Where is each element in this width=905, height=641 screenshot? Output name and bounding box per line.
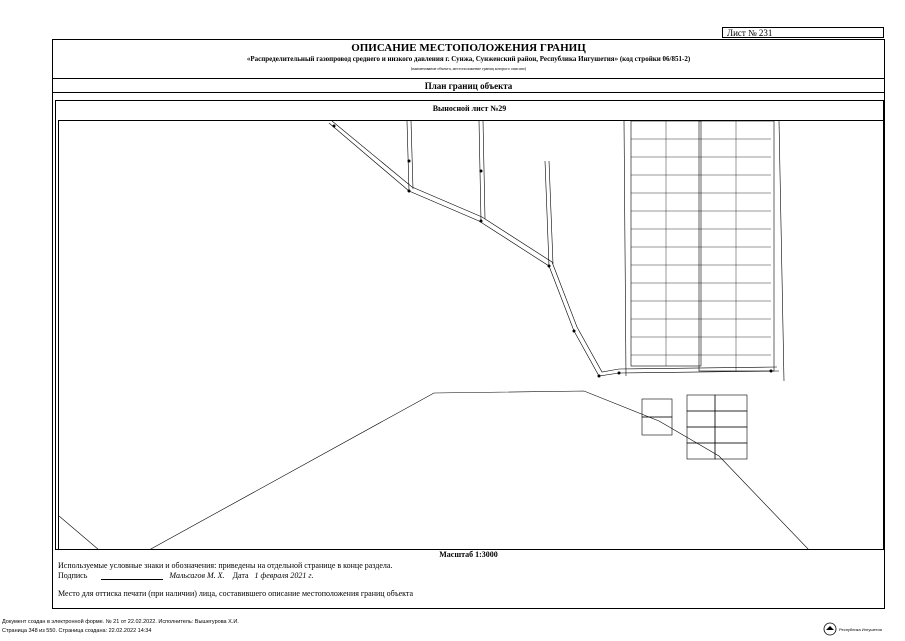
stamp-place-text: Место для оттиска печати (при наличии) лица, составившего описание местоположения границ объекта xyxy=(58,589,414,598)
signature-field xyxy=(101,579,163,580)
signature-line xyxy=(58,571,313,580)
sheet-title: Выносной лист №29 xyxy=(432,104,507,113)
signature-date: 1 февраля 2021 г. xyxy=(254,571,314,580)
signer-name: Мальсагов М. Х. xyxy=(169,571,225,580)
footer-page-info: Страница 348 из 550. Страница создана: 22.02.2022 14:34 xyxy=(2,628,152,634)
date-label: Дата xyxy=(232,571,249,580)
object-name: «Распределительный газопровод среднего и низкого давления г. Сунжа, Сунженский район, Республика Ингушетия» (код стройки 06/851-2) xyxy=(246,55,691,63)
emblem-caption: Республика Ингушетия xyxy=(839,627,882,632)
object-name-caption: (наименование объекта, местоположение границ которого описано) xyxy=(410,66,527,71)
sheet-number: Лист № 231 xyxy=(722,27,884,38)
document-title: ОПИСАНИЕ МЕСТОПОЛОЖЕНИЯ ГРАНИЦ xyxy=(351,42,586,54)
plan-drawing xyxy=(58,120,883,549)
signature-label: Подпись xyxy=(58,571,88,580)
emblem-icon xyxy=(823,622,837,636)
cadastral-plan-drawing xyxy=(59,121,884,550)
scale-label: Масштаб 1:3000 xyxy=(439,550,498,559)
footer-document-info: Документ создан в электронной форме. № 21 от 22.02.2022. Исполнитель: Вышегурова Х.И. xyxy=(2,619,239,625)
plan-title: План границ объекта xyxy=(52,79,885,93)
legend-text: Используемые условные знаки и обозначения: приведены на отдельной странице в конце раздела. xyxy=(58,561,393,570)
